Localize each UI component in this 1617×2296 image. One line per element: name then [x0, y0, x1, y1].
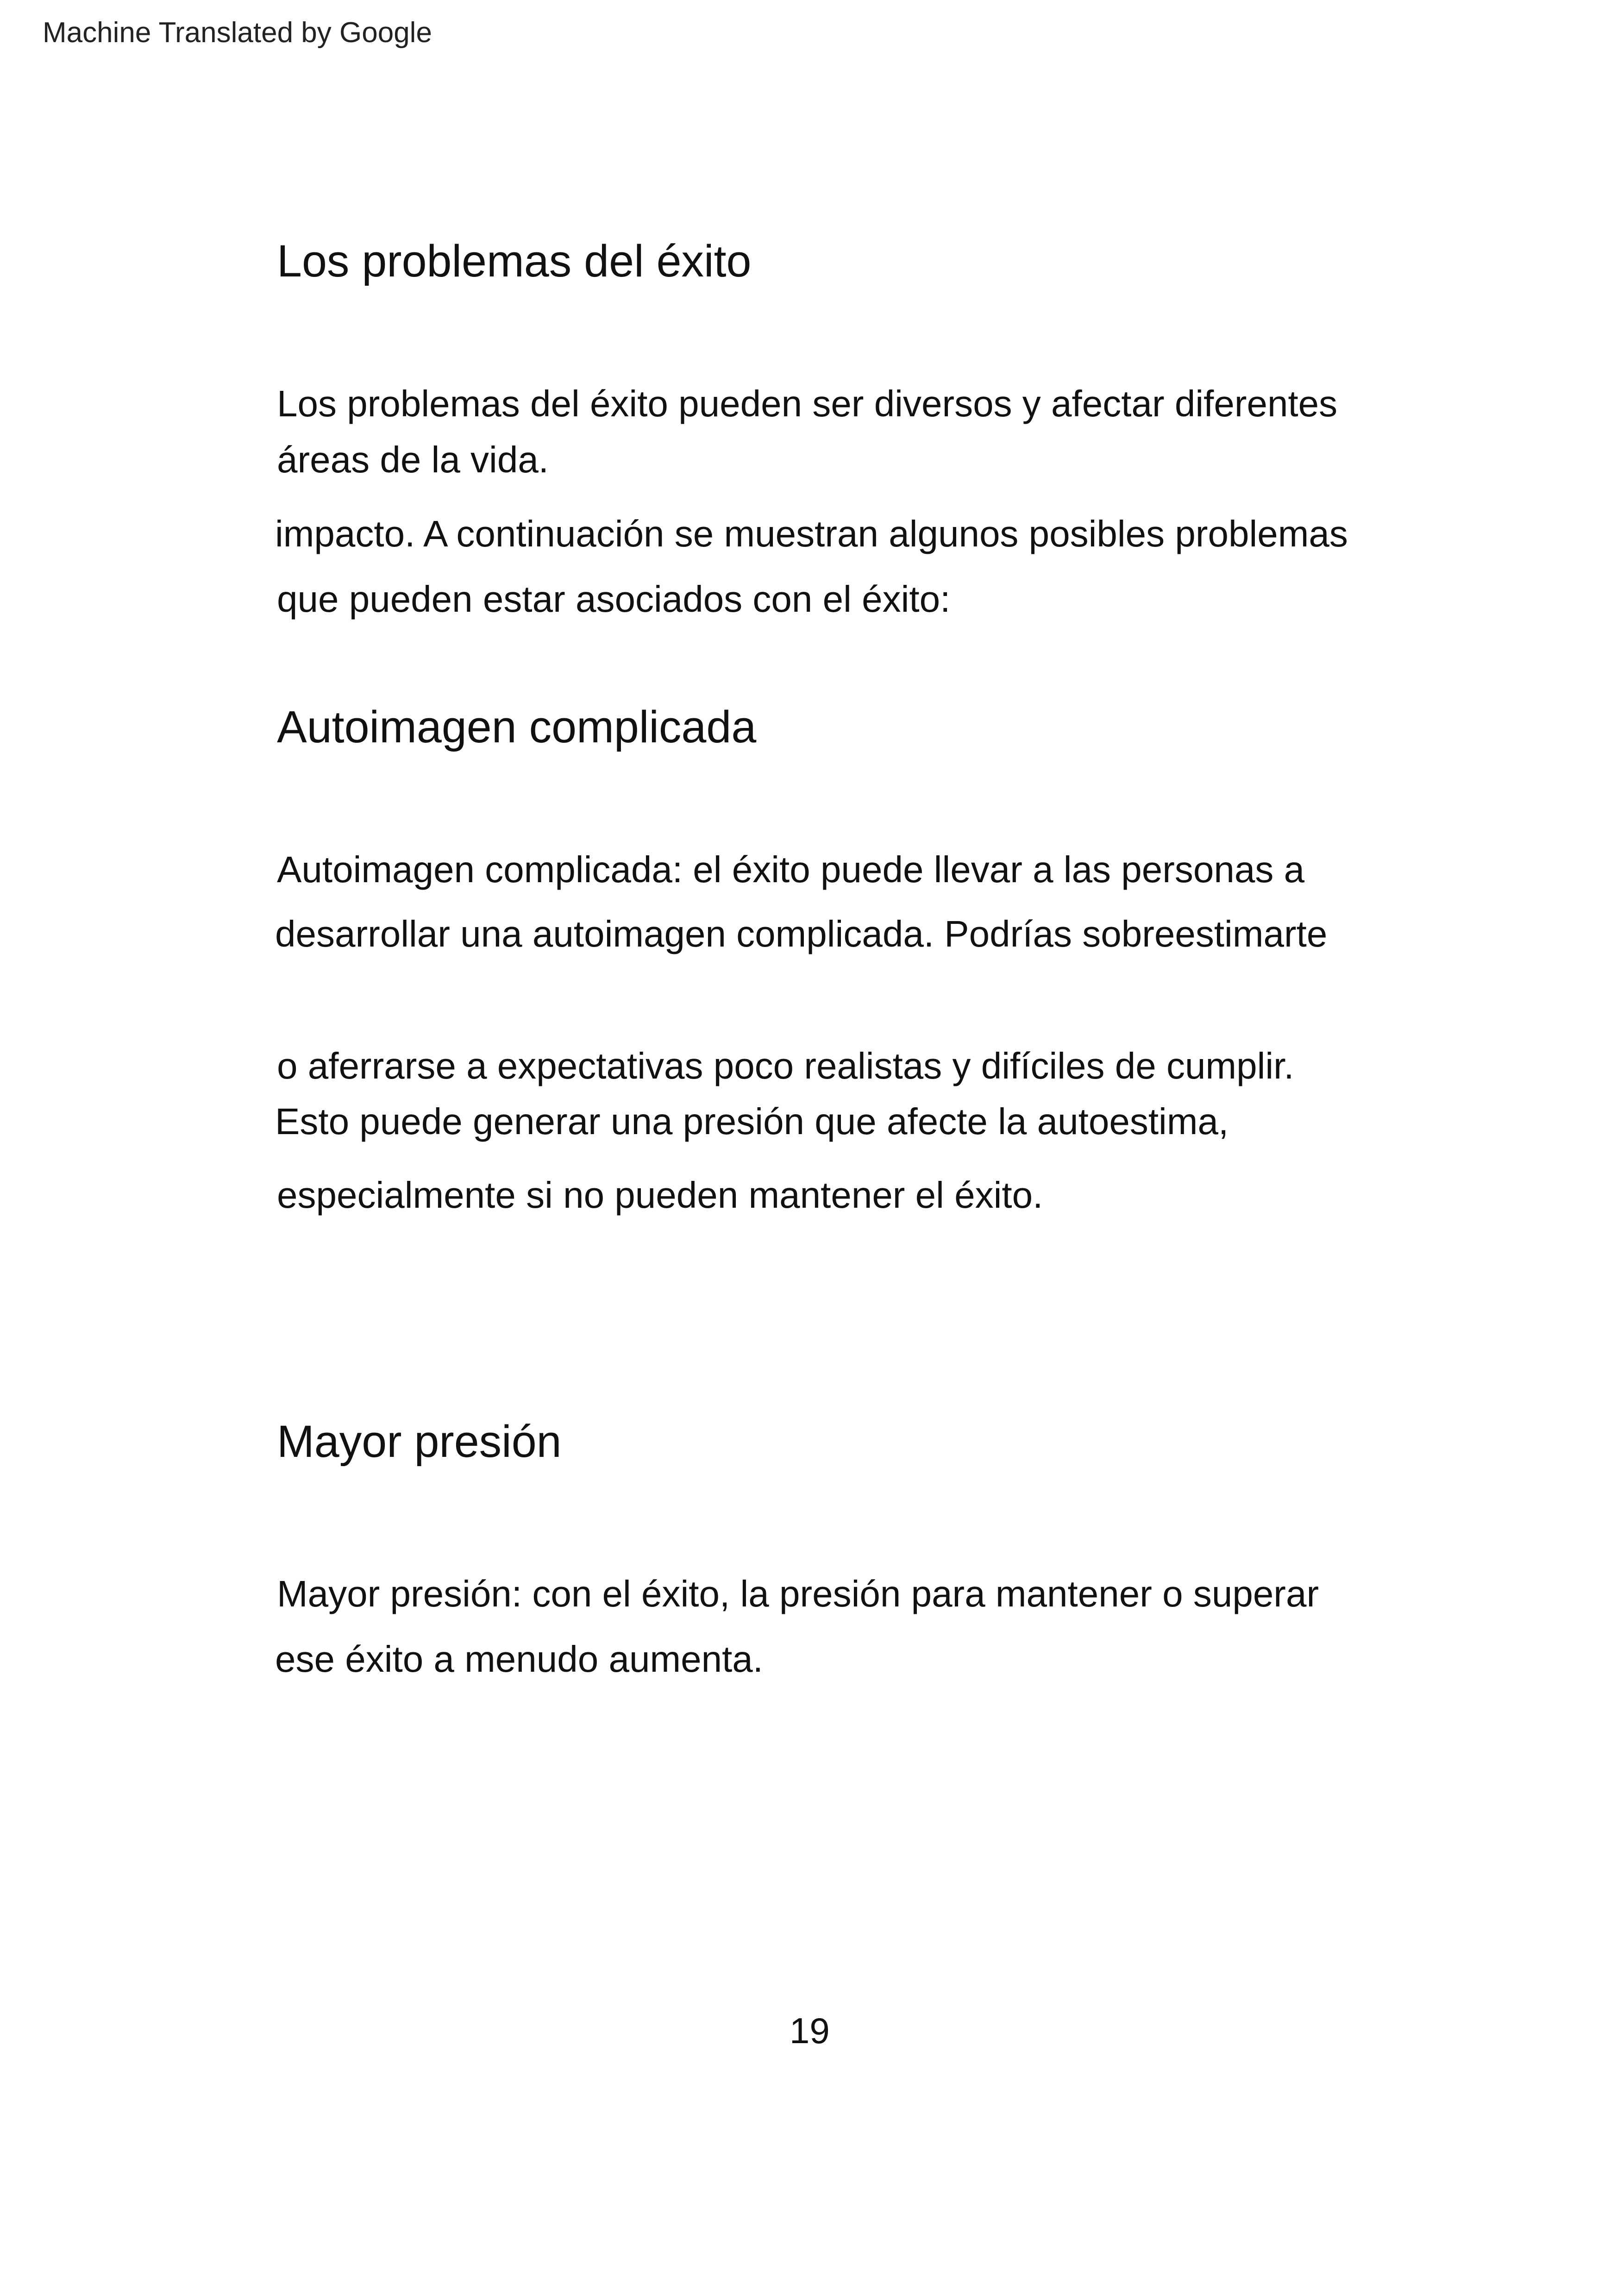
paragraph-line: ese éxito a menudo aumenta.	[275, 1638, 764, 1680]
section-heading-autoimagen: Autoimagen complicada	[277, 702, 757, 752]
paragraph-line: áreas de la vida.	[277, 439, 549, 480]
paragraph-line: especialmente si no pueden mantener el éxito.	[277, 1174, 1043, 1216]
page-number: 19	[790, 2010, 830, 2051]
paragraph-line: Mayor presión: con el éxito, la presión para mantener o superar	[277, 1573, 1319, 1614]
machine-translation-banner: Machine Translated by Google	[43, 17, 432, 49]
paragraph-line: desarrollar una autoimagen complicada. Podrías sobreestimarte	[275, 913, 1328, 954]
paragraph-line: que pueden estar asociados con el éxito:	[277, 578, 951, 620]
paragraph-line: Esto puede generar una presión que afecte la autoestima,	[275, 1101, 1229, 1142]
paragraph-line: Autoimagen complicada: el éxito puede llevar a las personas a	[277, 849, 1305, 890]
paragraph-line: Los problemas del éxito pueden ser diversos y afectar diferentes	[277, 383, 1338, 424]
paragraph-line: impacto. A continuación se muestran algunos posibles problemas	[275, 513, 1348, 554]
paragraph-line: o aferrarse a expectativas poco realistas y difíciles de cumplir.	[277, 1045, 1294, 1086]
section-heading-mayor-presion: Mayor presión	[277, 1416, 562, 1467]
section-heading-problemas-exito: Los problemas del éxito	[277, 236, 752, 286]
